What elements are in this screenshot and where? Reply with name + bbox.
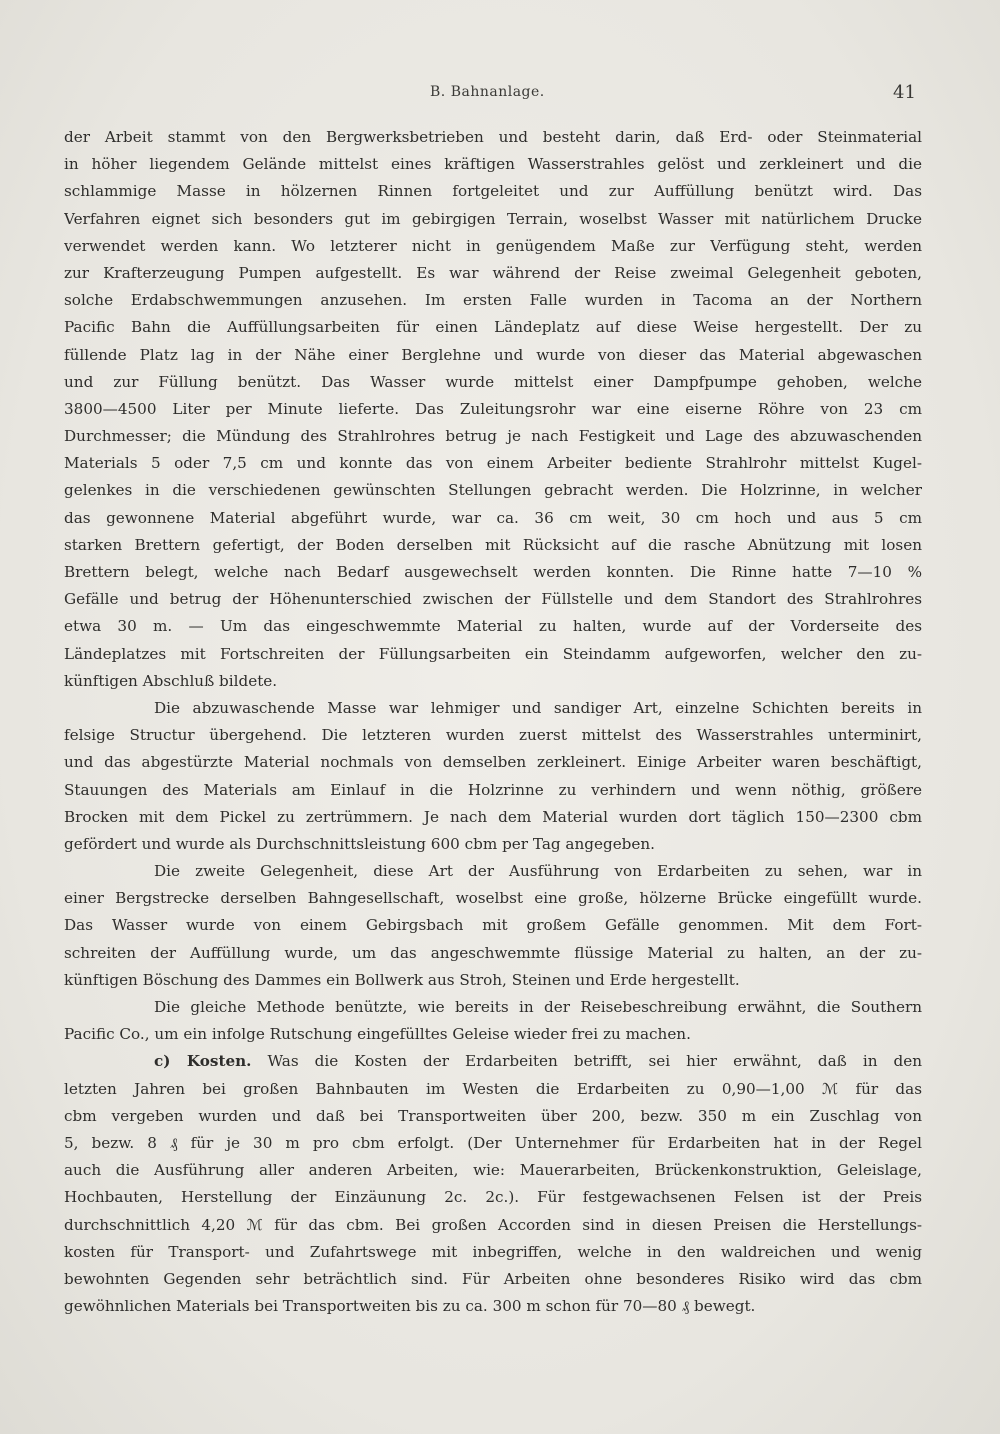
text-line: das gewonnene Material abgeführt wurde, war ca. 36 cm weit, 30 cm hoch und aus 5 cm	[64, 508, 922, 527]
text-line: 5, bezw. 8 ₰ für je 30 m pro cbm erfolgt. (Der Unternehmer für Erdarbeiten hat in der Regel	[64, 1133, 922, 1152]
text-line: bewohnten Gegenden sehr beträchtlich sind. Für Arbeiten ohne besonderes Risiko wird das cbm	[64, 1269, 922, 1288]
text-line: einer Bergstrecke derselben Bahngesellschaft, woselbst eine große, hölzerne Brücke eingefüllt wurde.	[64, 889, 922, 908]
text-line: schlammige Masse in hölzernen Rinnen fortgeleitet und zur Auffüllung benützt wird. Das	[64, 182, 922, 201]
text-line: füllende Platz lag in der Nähe einer Berglehne und wurde von dieser das Material abgewaschen	[64, 345, 922, 364]
text-line: cbm vergeben wurden und daß bei Transportweiten über 200, bezw. 350 m ein Zuschlag von	[64, 1106, 922, 1125]
text-line: auch die Ausführung aller anderen Arbeiten, wie: Mauerarbeiten, Brückenkonstruktion, Geleislage,	[64, 1161, 922, 1180]
text-line: kosten für Transport- und Zufahrtswege mit inbegriffen, welche in den waldreichen und wenig	[64, 1242, 922, 1261]
text-line: Die abzuwaschende Masse war lehmiger und sandiger Art, einzelne Schichten bereits in	[154, 698, 922, 717]
paragraph	[64, 695, 922, 858]
running-head: B. Bahnanlage.	[430, 84, 545, 100]
text-line: Pacific Bahn die Auffüllungsarbeiten für einen Ländeplatz auf diese Weise hergestellt. Der zu	[64, 318, 922, 337]
body-text	[64, 124, 922, 1320]
text-line: Die gleiche Methode benützte, wie bereits in der Reisebeschreibung erwähnt, die Southern	[154, 998, 922, 1016]
text-line: schreiten der Auffüllung wurde, um das angeschwemmte flüssige Material zu halten, an der zu-	[64, 943, 922, 962]
text-line: gelenkes in die verschiedenen gewünschten Stellungen gebracht werden. Die Holzrinne, in welcher	[64, 481, 922, 500]
section-heading: c) Kosten.	[154, 1052, 252, 1071]
text-line: gewöhnlichen Materials bei Transportweiten bis zu ca. 300 m schon für 70—80 ₰ bewegt.	[64, 1297, 756, 1316]
text-line: gefördert und wurde als Durchschnittsleistung 600 cbm per Tag angegeben.	[64, 834, 655, 853]
paragraph	[64, 124, 922, 695]
text-line: Verfahren eignet sich besonders gut im gebirgigen Terrain, woselbst Wasser mit natürlichem Drucke	[64, 209, 922, 228]
text-line	[64, 1048, 922, 1075]
text-line: in höher liegendem Gelände mittelst eines kräftigen Wasserstrahles gelöst und zerkleinert und die	[64, 155, 922, 174]
text-line: Die zweite Gelegenheit, diese Art der Ausführung von Erdarbeiten zu sehen, war in	[154, 862, 922, 881]
text-line: verwendet werden kann. Wo letzterer nicht in genügendem Maße zur Verfügung steht, werden	[64, 236, 922, 255]
text-line: Materials 5 oder 7,5 cm und konnte das von einem Arbeiter bediente Strahlrohr mittelst Kugel-	[64, 454, 922, 473]
page-number: 41	[893, 82, 916, 103]
text-line: Brettern belegt, welche nach Bedarf ausgewechselt werden konnten. Die Rinne hatte 7—10 %	[64, 563, 922, 581]
paragraph	[64, 994, 922, 1048]
text-line: und das abgestürzte Material nochmals von demselben zerkleinert. Einige Arbeiter waren beschäftigt,	[64, 753, 922, 772]
text-line: Brocken mit dem Pickel zu zertrümmern. Je nach dem Material wurden dort täglich 150—2300 cbm	[64, 807, 922, 826]
text-line: Stauungen des Materials am Einlauf in die Holzrinne zu verhindern und wenn nöthig, größere	[64, 780, 922, 799]
text-line: künftigen Abschluß bildete.	[64, 671, 278, 690]
text-line: Gefälle und betrug der Höhenunterschied zwischen der Füllstelle und dem Standort des Strahlrohres	[64, 590, 922, 609]
page-header	[0, 78, 1000, 108]
text-line: und zur Füllung benützt. Das Wasser wurde mittelst einer Dampfpumpe gehoben, welche	[64, 372, 922, 391]
text-line: 3800—4500 Liter per Minute lieferte. Das Zuleitungsrohr war eine eiserne Röhre von 23 cm	[64, 399, 922, 418]
text-line: Ländeplatzes mit Fortschreiten der Füllungsarbeiten ein Steindamm aufgeworfen, welcher den zu-	[64, 644, 922, 663]
paragraph-costs	[64, 1048, 922, 1320]
text-line: zur Krafterzeugung Pumpen aufgestellt. Es war während der Reise zweimal Gelegenheit geboten,	[64, 263, 922, 282]
text-line: letzten Jahren bei großen Bahnbauten im Westen die Erdarbeiten zu 0,90—1,00 ℳ für das	[64, 1079, 922, 1098]
text-line: etwa 30 m. — Um das eingeschwemmte Material zu halten, wurde auf der Vorderseite des	[64, 617, 922, 636]
paragraph	[64, 858, 922, 994]
text-line: felsige Structur übergehend. Die letzteren wurden zuerst mittelst des Wasserstrahles unterminirt,	[64, 726, 922, 745]
text-run: Was die Kosten der Erdarbeiten betrifft, sei hier erwähnt, daß in den	[267, 1052, 922, 1071]
text-line: durchschnittlich 4,20 ℳ für das cbm. Bei großen Accorden sind in diesen Preisen die Herstellungs-	[64, 1215, 922, 1234]
text-line: Das Wasser wurde von einem Gebirgsbach mit großem Gefälle genommen. Mit dem Fort-	[64, 916, 922, 935]
text-line: Durchmesser; die Mündung des Strahlrohres betrug je nach Festigkeit und Lage des abzuwaschenden	[64, 427, 922, 446]
text-line: Pacific Co., um ein infolge Rutschung eingefülltes Geleise wieder frei zu machen.	[64, 1025, 691, 1044]
text-line: künftigen Böschung des Dammes ein Bollwerk aus Stroh, Steinen und Erde hergestellt.	[64, 970, 740, 989]
text-line: Hochbauten, Herstellung der Einzäunung 2c. 2c.). Für festgewachsenen Felsen ist der Preis	[64, 1188, 922, 1207]
text-line: starken Brettern gefertigt, der Boden derselben mit Rücksicht auf die rasche Abnützung mit losen	[64, 535, 922, 554]
text-line: der Arbeit stammt von den Bergwerksbetrieben und besteht darin, daß Erd- oder Steinmaterial	[64, 128, 922, 146]
text-line: solche Erdabschwemmungen anzusehen. Im ersten Falle wurden in Tacoma an der Northern	[64, 291, 922, 310]
